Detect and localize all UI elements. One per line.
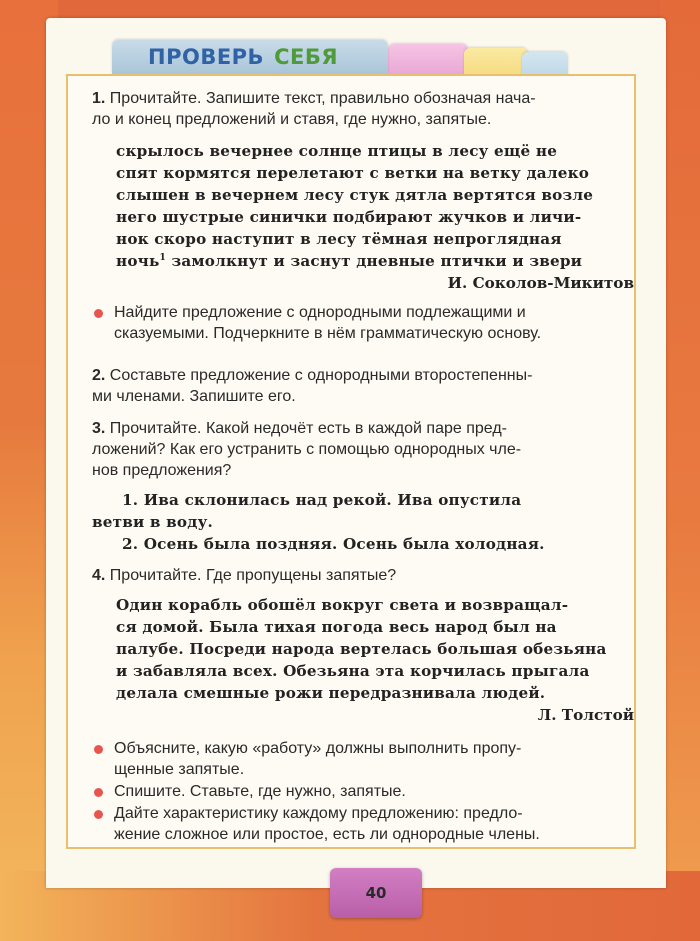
task-1-instruction: 1. Прочитайте. Запишите текст, правильно обозначая нача- ло и конец предложений и ставя, где нужно, запятые. xyxy=(92,90,536,128)
task-2: 2. Составьте предложение с однородными второстепенны- ми членами. Запишите его. xyxy=(92,367,533,405)
example-2: 2. Осень была поздняя. Осень была холодная. xyxy=(122,535,545,553)
task-3-number: 3. xyxy=(92,420,106,437)
task-2-number: 2. xyxy=(92,367,106,384)
task-4-author: Л. Толстой xyxy=(537,706,634,724)
task-4-bullet-1: Объясните, какую «работу» должны выполнить пропу- щенные запятые. xyxy=(92,738,638,780)
text-line: скрылось вечернее солнце птицы в лесу ещё не xyxy=(116,142,558,160)
task-4-bullet-2: Спишите. Ставьте, где нужно, запятые. xyxy=(92,781,638,802)
text-line: нок скоро наступит в лесу тёмная непроглядная xyxy=(116,230,562,248)
task-1-number: 1. xyxy=(92,90,106,107)
text-line: слышен в вечернем лесу стук дятла вертятся возле xyxy=(116,186,594,204)
example-1: 1. Ива склонилась над рекой. Ива опустила xyxy=(122,491,522,509)
text-line: делала смешные рожи передразнивала людей. xyxy=(116,684,546,702)
task-4-number: 4. xyxy=(92,567,106,584)
section-header-tab xyxy=(112,40,388,74)
text-line: ся домой. Была тихая погода весь народ был на xyxy=(116,618,557,636)
header-title-part1: ПРОВЕРЬ xyxy=(148,45,265,69)
page-number: 40 xyxy=(365,884,387,902)
exercise-content xyxy=(92,88,638,845)
task-4: 4. Прочитайте. Где пропущены запятые? xyxy=(92,567,397,584)
task-1-author: И. Соколов-Микитов xyxy=(447,274,634,292)
text-line: и забавляла всех. Обезьяна эта корчилась прыгала xyxy=(116,662,590,680)
task-1 xyxy=(92,88,638,344)
text-line: Один корабль обошёл вокруг света и возвращал- xyxy=(116,596,569,614)
tab-pink xyxy=(388,44,468,78)
bullet-dot-icon xyxy=(94,309,103,318)
bullet-dot-icon xyxy=(94,745,103,754)
task-1-bullet: Найдите предложение с однородными подлежащими и сказуемыми. Подчеркните в нём грамматическую основу. xyxy=(92,302,638,344)
task-4-bullet-3: Дайте характеристику каждому предложению: предло- жение сложное или простое, есть ли однородные члены. xyxy=(92,803,638,845)
text-line: спят кормятся перелетают с ветки на ветку далеко xyxy=(116,164,590,182)
task-3: 3. Прочитайте. Какой недочёт есть в каждой паре пред- ложений? Как его устранить с помощью однородных чле- нов предложения? xyxy=(92,420,522,479)
example-1-cont: ветви в воду. xyxy=(92,513,213,531)
task-1-text xyxy=(92,140,638,272)
task-3-examples xyxy=(92,489,638,555)
task-4-text xyxy=(92,594,638,704)
bullet-dot-icon xyxy=(94,788,103,797)
text-line: ночь$^1$ замолкнут и заснут дневные птички и звери xyxy=(116,252,583,270)
bullet-dot-icon xyxy=(94,810,103,819)
header-title-part2: СЕБЯ xyxy=(274,45,339,69)
text-line: палубе. Посреди народа вертелась большая обезьяна xyxy=(116,640,607,658)
text-line: него шустрые синички подбирают жучков и личи- xyxy=(116,208,582,226)
page-number-tab xyxy=(330,868,422,918)
background-right xyxy=(660,0,700,941)
footnote-mark: 1 xyxy=(159,253,166,263)
